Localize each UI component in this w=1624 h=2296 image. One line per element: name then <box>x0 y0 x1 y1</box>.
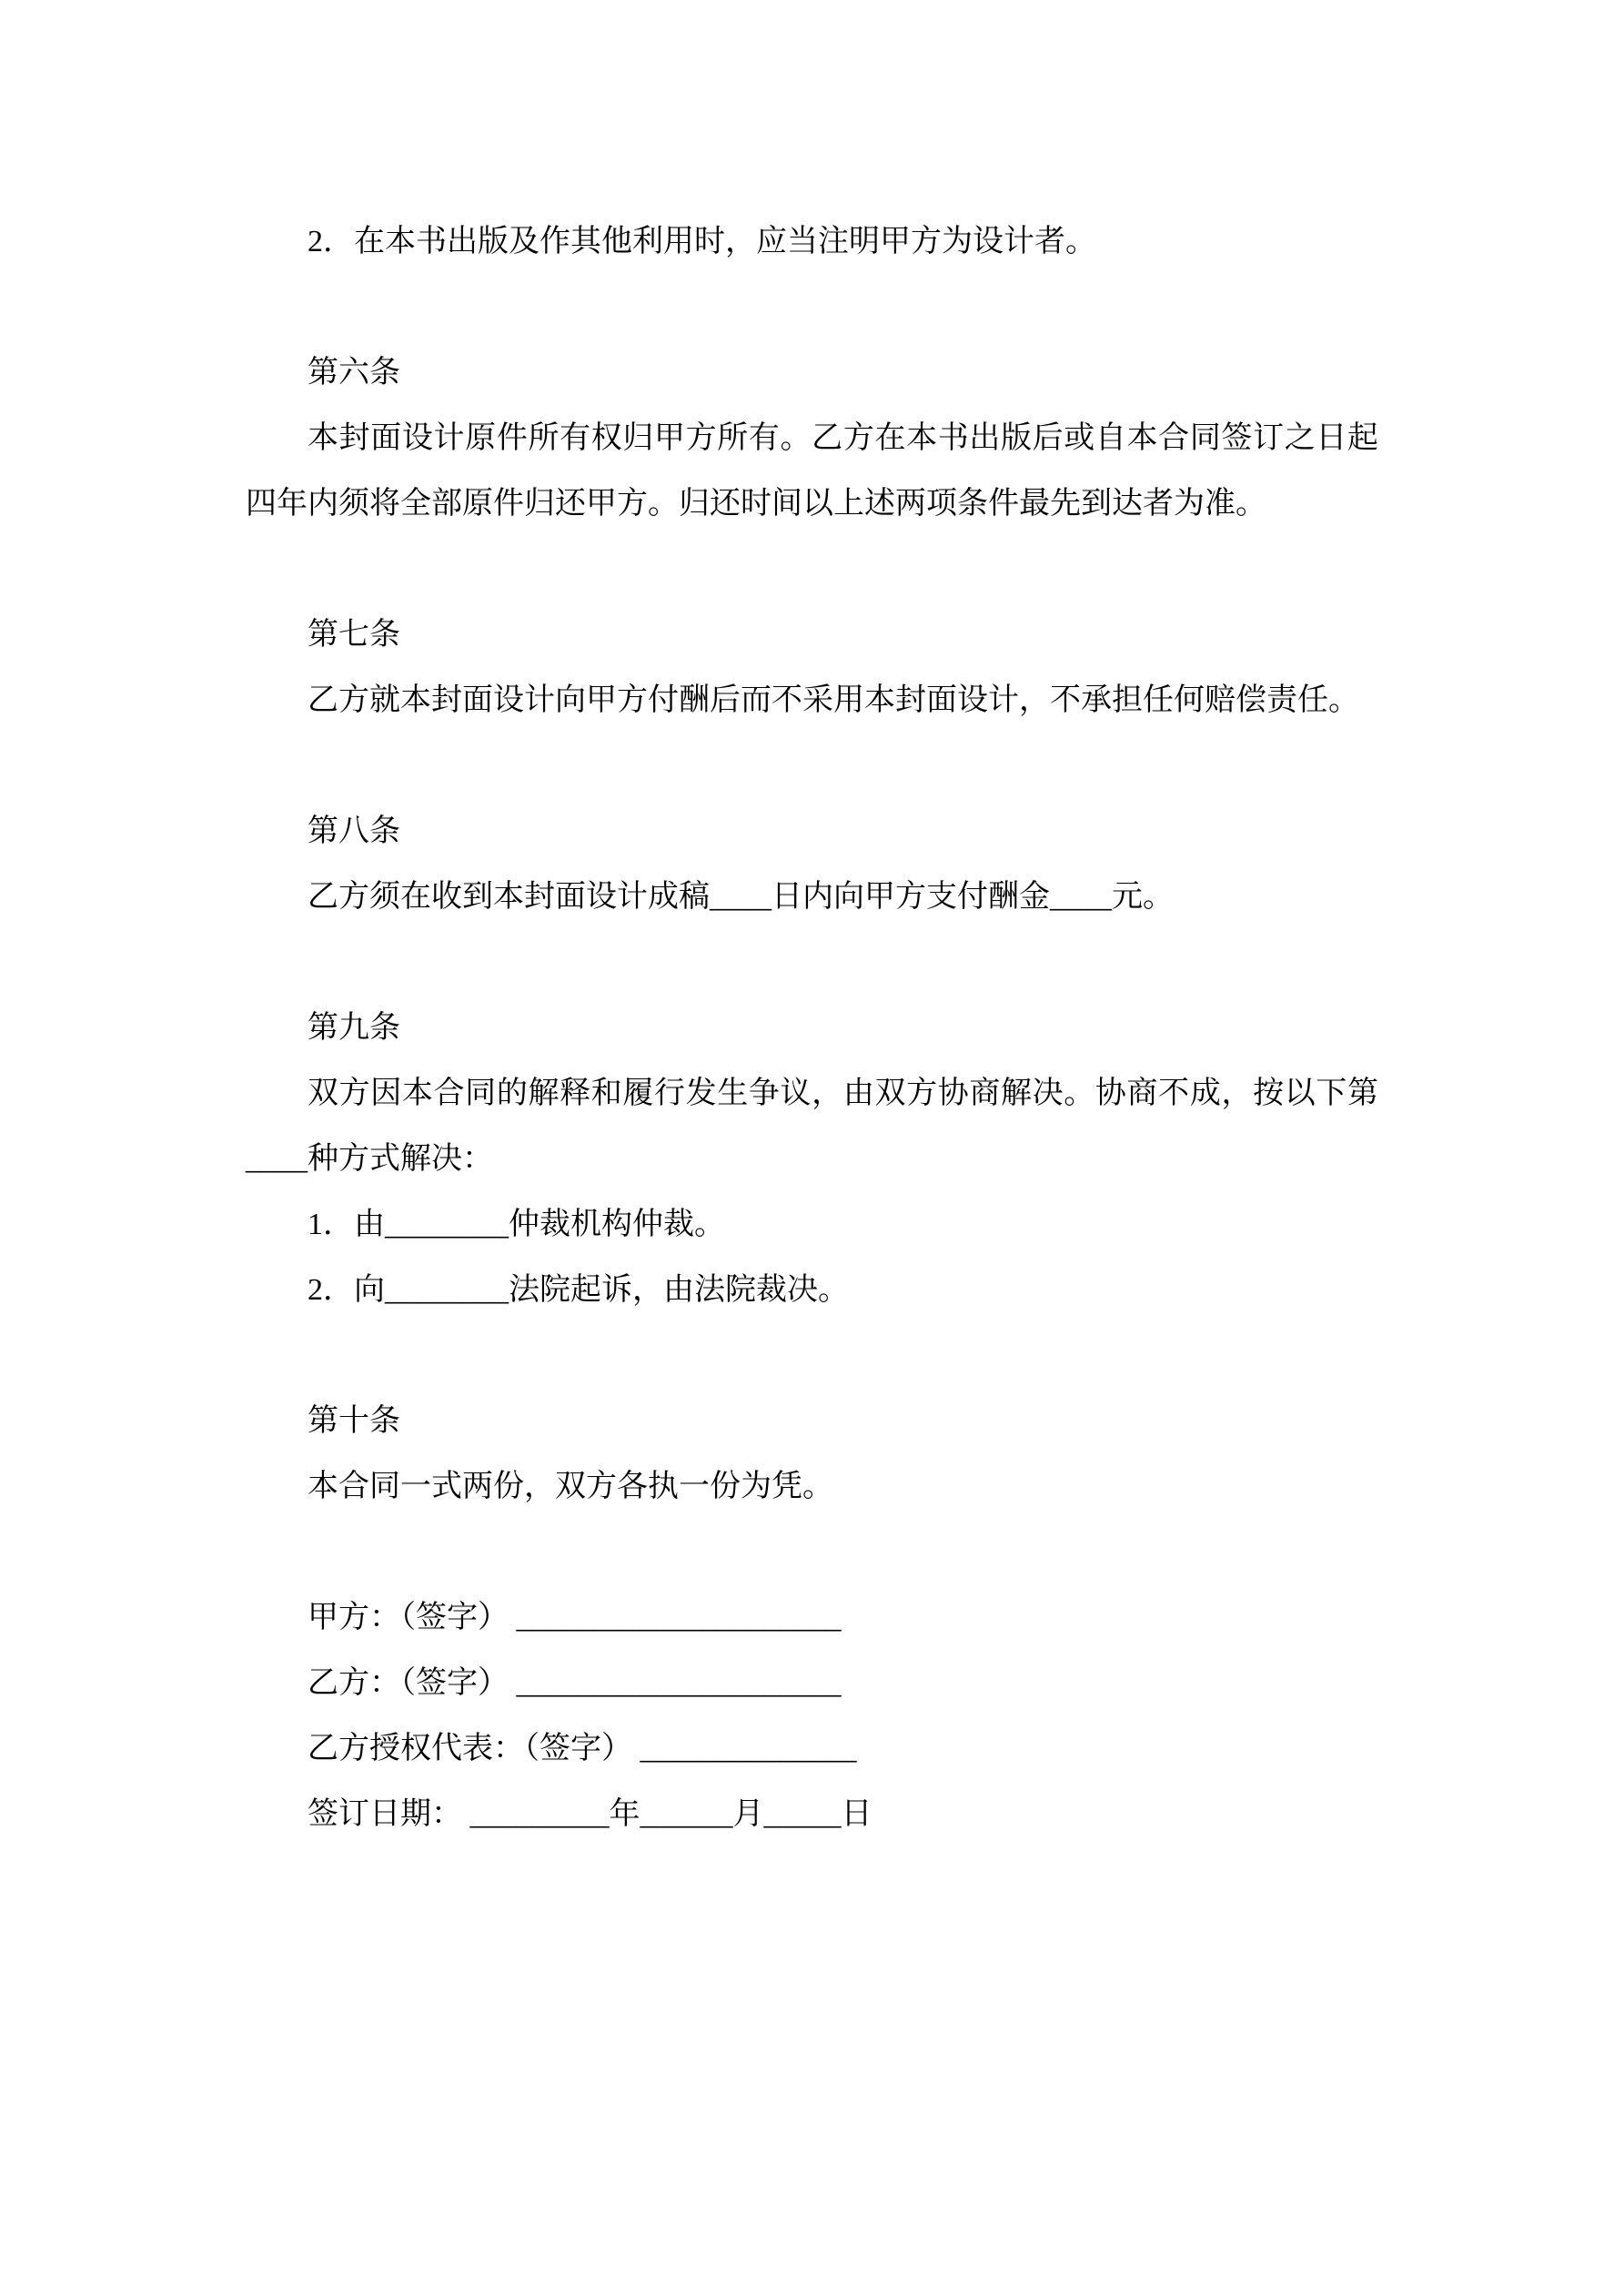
party-b-representative-signature-line: 乙方授权代表：（签字） ______________ <box>308 1732 857 1765</box>
party-b-signature-line: 乙方：（签字） _____________________ <box>308 1666 842 1700</box>
signing-date-line: 签订日期： _________年______月_____日 <box>308 1797 873 1831</box>
clause-8-heading: 第八条 <box>308 814 400 848</box>
clause-10-text: 本合同一式两份，双方各执一份为凭。 <box>308 1470 833 1503</box>
clause-9-option-2: 2．向________法院起诉，由法院裁决。 <box>308 1273 849 1307</box>
clause-6-heading: 第六条 <box>308 356 400 389</box>
clause-7-heading: 第七条 <box>308 618 400 652</box>
clause-9-text: 双方因本合同的解释和履行发生争议，由双方协商解决。协商不成，按以下第____种方式解决： <box>246 1077 1378 1176</box>
clause-9-option-1: 1．由________仲裁机构仲裁。 <box>308 1208 725 1241</box>
clause-8-text: 乙方须在收到本封面设计成稿____日内向甲方支付酬金____元。 <box>308 880 1174 914</box>
clause-5-item-2: 2．在本书出版及作其他利用时，应当注明甲方为设计者。 <box>308 225 1096 258</box>
clause-10-heading: 第十条 <box>308 1404 400 1438</box>
party-a-signature-line: 甲方：（签字） _____________________ <box>308 1601 842 1634</box>
clause-9-heading: 第九条 <box>308 1011 400 1045</box>
clause-7-text: 乙方就本封面设计向甲方付酬后而不采用本封面设计，不承担任何赔偿责任。 <box>308 683 1359 717</box>
clause-6-text: 本封面设计原件所有权归甲方所有。乙方在本书出版后或自本合同签订之日起四年内须将全部原件归还甲方。归还时间以上述两项条件最先到达者为准。 <box>246 421 1378 521</box>
